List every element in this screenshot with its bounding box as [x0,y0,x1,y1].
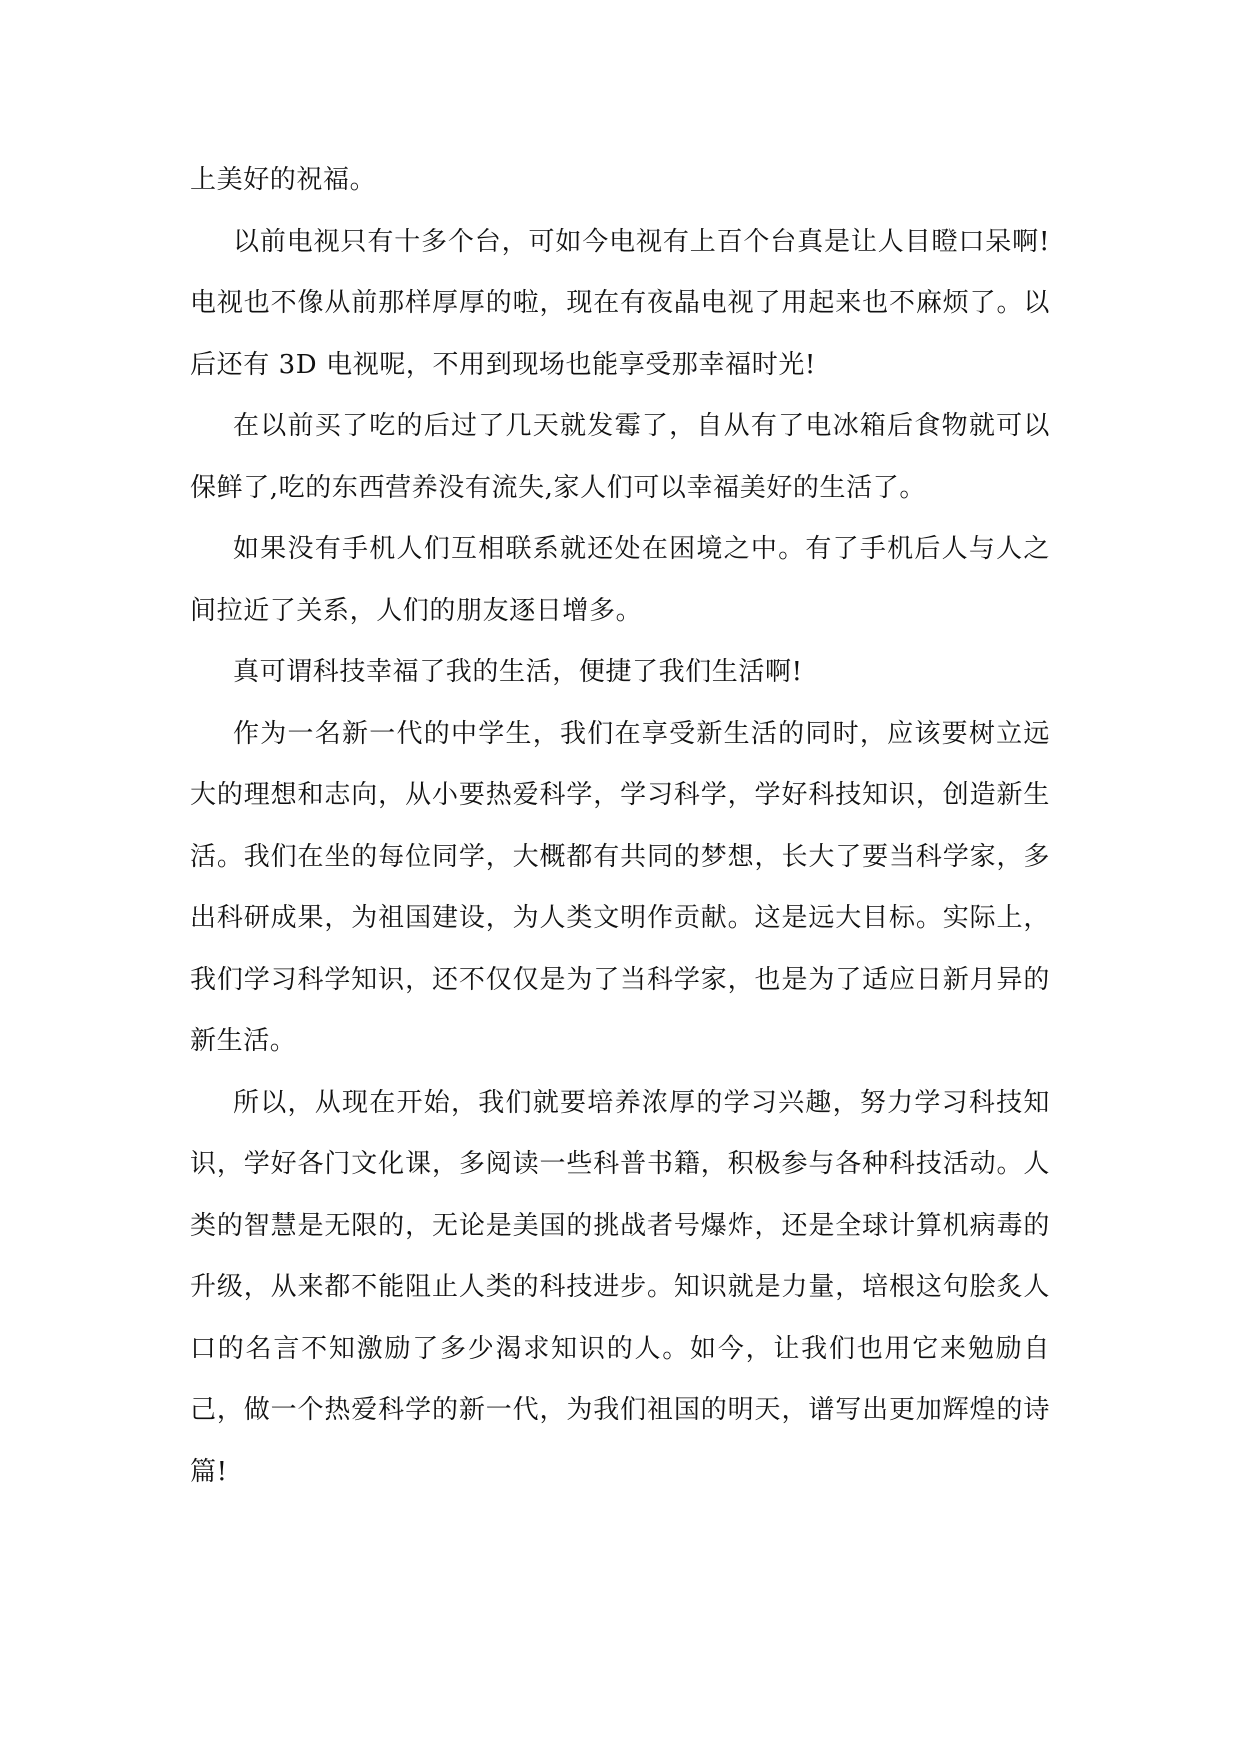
paragraph-student-goals: 作为一名新一代的中学生，我们在享受新生活的同时，应该要树立远大的理想和志向，从小要热爱科学，学习科学，学好科技知识，创造新生活。我们在坐的每位同学，大概都有共同的梦想，长大了要当科学家，多出科研成果，为祖国建设，为人类文明作贡献。这是远大目标。实际上，我们学习科学知识，还不仅仅是为了当科学家，也是为了适应日新月异的新生活。 [190,718,1050,1056]
paragraph-television: 以前电视只有十多个台，可如今电视有上百个台真是让人目瞪口呆啊!电视也不像从前那样厚厚的啦，现在有夜晶电视了用起来也不麻烦了。以后还有 3D 电视呢，不用到现场也能享受那幸福时光! [190,226,1050,380]
paragraph-conclusion: 所以，从现在开始，我们就要培养浓厚的学习兴趣，努力学习科技知识，学好各门文化课，多阅读一些科普书籍，积极参与各种科技活动。人类的智慧是无限的，无论是美国的挑战者号爆炸，还是全球计算机病毒的升级，从来都不能阻止人类的科技进步。知识就是力量，培根这句脍炙人口的名言不知激励了多少渴求知识的人。如今，让我们也用它来勉励自己，做一个热爱科学的新一代，为我们祖国的明天，谱写出更加辉煌的诗篇! [190,1087,1050,1487]
document-body [190,150,1050,1503]
paragraph-mobile-phone: 如果没有手机人们互相联系就还处在困境之中。有了手机后人与人之间拉近了关系，人们的朋友逐日增多。 [190,534,1050,626]
paragraph-continuation: 上美好的祝福。 [190,165,377,195]
paragraph-refrigerator: 在以前买了吃的后过了几天就发霉了，自从有了电冰箱后食物就可以保鲜了,吃的东西营养没有流失,家人们可以幸福美好的生活了。 [190,411,1050,503]
paragraph-summary: 真可谓科技幸福了我的生活，便捷了我们生活啊! [233,657,803,687]
